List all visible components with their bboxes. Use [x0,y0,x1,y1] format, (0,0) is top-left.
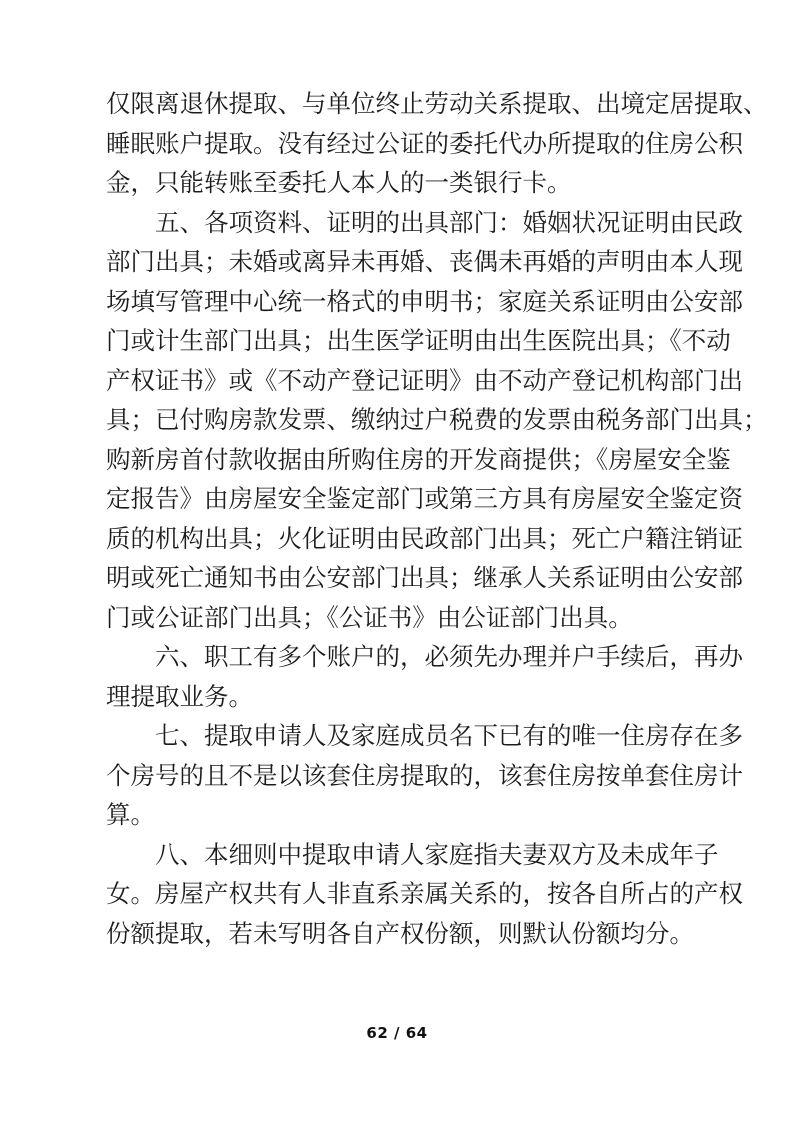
page-body [106,84,770,953]
paragraph [106,84,770,203]
text-line: 算。 [106,800,155,829]
text-line: 具；已付购房款发票、缴纳过户税费的发票由税务部门出具； [106,405,768,434]
page-number: 62 / 64 [366,1024,428,1042]
text-line: 六、职工有多个账户的，必须先办理并户手续后，再办 [155,642,743,671]
text-line: 五、各项资料、证明的出具部门：婚姻状况证明由民政 [155,207,743,237]
text-line: 门或计生部门出具；出生医学证明由出生医院出具；《不动 [106,326,731,355]
text-line: 场填写管理中心统一格式的申明书；家庭关系证明由公安部 [106,286,743,316]
text-line: 仅限离退休提取、与单位终止劳动关系提取、出境定居提取、 [106,89,768,118]
text-line: 份额提取，若未写明各自产权份额，则默认份额均分。 [106,918,694,948]
text-line: 女。房屋产权共有人非直系亲属关系的，按各自所占的产权 [106,879,743,908]
paragraph [106,716,770,835]
paragraph [106,835,770,954]
text-line: 七、提取申请人及家庭成员名下已有的唯一住房存在多 [155,721,743,750]
text-line: 产权证书》或《不动产登记证明》由不动产登记机构部门出 [106,365,743,395]
text-line: 睡眠账户提取。没有经过公证的委托代办所提取的住房公积 [106,128,743,158]
text-line: 部门出具；未婚或离异未再婚、丧偶未再婚的声明由本人现 [106,247,743,276]
paragraph [106,203,770,638]
text-line: 质的机构出具；火化证明由民政部门出具；死亡户籍注销证 [106,523,743,553]
text-line: 八、本细则中提取申请人家庭指夫妻双方及未成年子 [155,839,719,869]
text-line: 明或死亡通知书由公安部门出具；继承人关系证明由公安部 [106,563,743,592]
text-line: 购新房首付款收据由所购住房的开发商提供；《房屋安全鉴 [106,444,731,474]
text-line: 门或公证部门出具；《公证书》由公证部门出具。 [106,602,633,632]
text-line: 理提取业务。 [106,681,253,711]
text-line: 个房号的且不是以该套住房提取的，该套住房按单套住房计 [106,760,743,790]
text-line: 定报告》由房屋安全鉴定部门或第三方具有房屋安全鉴定资 [106,484,743,513]
text-line: 金，只能转账至委托人本人的一类银行卡。 [106,168,572,197]
paragraph [106,637,770,716]
